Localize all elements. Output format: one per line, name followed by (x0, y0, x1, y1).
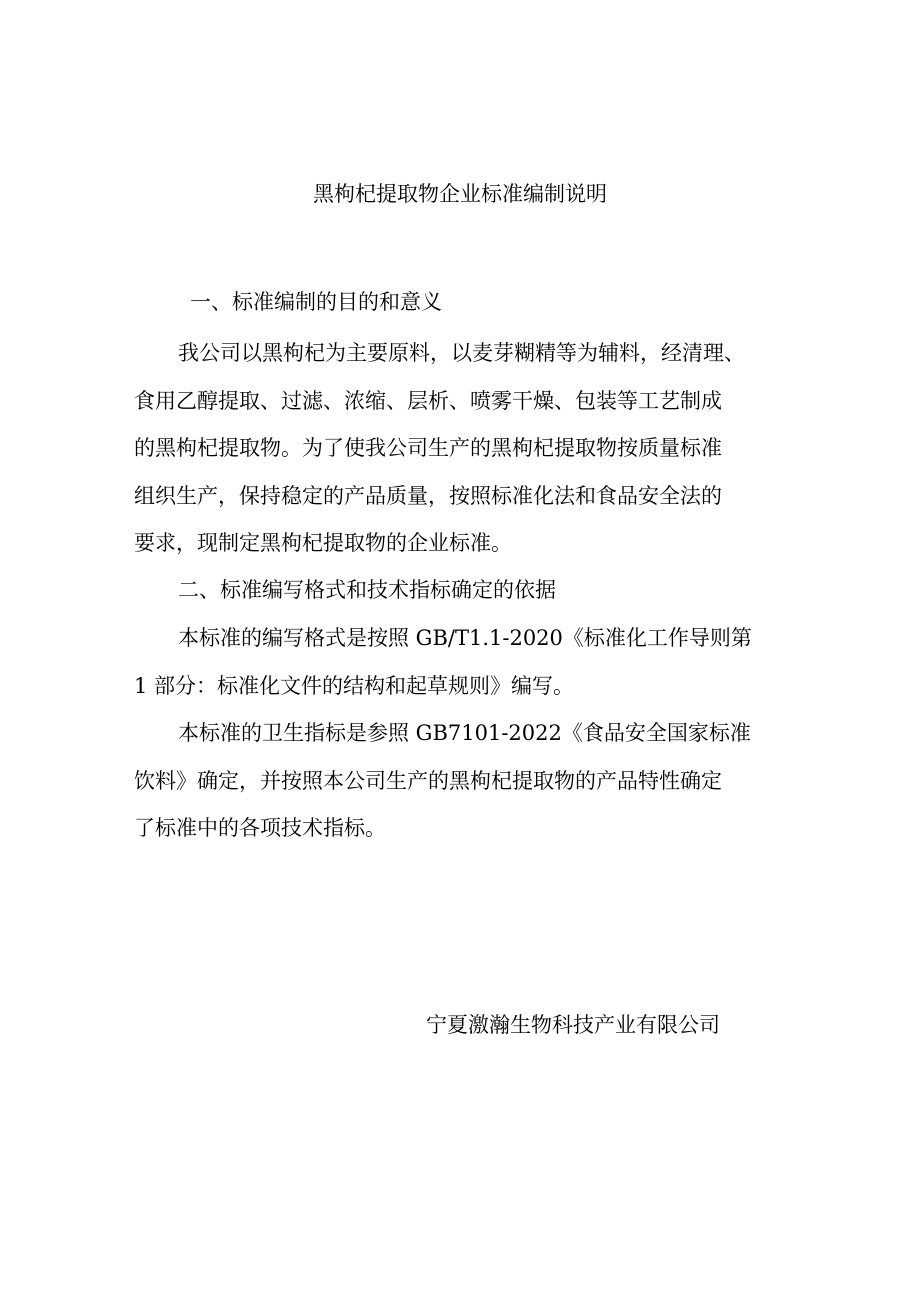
section-1-paragraph-line: 的黑枸杞提取物。为了使我公司生产的黑枸杞提取物按质量标准 (134, 436, 722, 460)
section-1-heading: 一、标准编制的目的和意义 (190, 290, 442, 314)
section-1-paragraph-line: 我公司以黑枸杞为主要原料，以麦芽糊精等为辅料，经清理、 (178, 341, 745, 365)
section-2-paragraph-2-line: 本标准的卫生指标是参照 GB7101-2022《食品安全国家标准 (178, 721, 751, 745)
section-1-paragraph-line: 要求，现制定黑枸杞提取物的企业标准。 (134, 531, 512, 555)
section-1-paragraph-line: 食用乙醇提取、过滤、浓缩、层析、喷雾干燥、包装等工艺制成 (134, 389, 722, 413)
section-2-paragraph-1-line: 本标准的编写格式是按照 GB/T1.1-2020《标准化工作导则第 (178, 626, 752, 650)
section-1-paragraph-line: 组织生产，保持稳定的产品质量，按照标准化法和食品安全法的 (134, 484, 722, 508)
section-2-paragraph-2-line: 饮料》确定，并按照本公司生产的黑枸杞提取物的产品特性确定 (134, 769, 722, 793)
section-2-paragraph-2-line: 了标准中的各项技术指标。 (134, 816, 386, 840)
company-signature: 宁夏激瀚生物科技产业有限公司 (426, 1013, 720, 1037)
document-title: 黑枸杞提取物企业标准编制说明 (313, 182, 607, 206)
section-2-paragraph-1-line: 1 部分：标准化文件的结构和起草规则》编写。 (134, 674, 575, 698)
section-2-heading: 二、标准编写格式和技术指标确定的依据 (178, 578, 556, 602)
